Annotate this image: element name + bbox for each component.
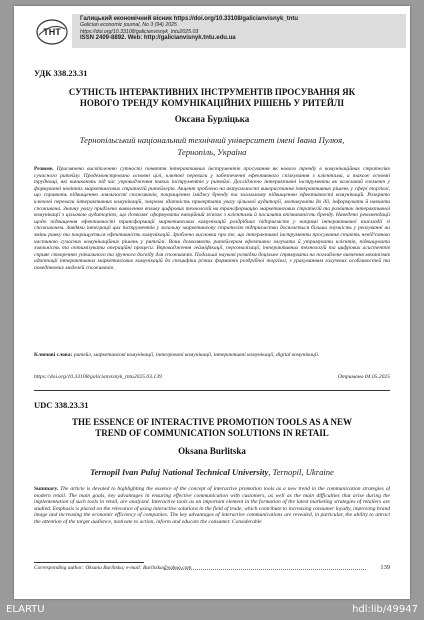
doi-link[interactable]: https://doi.org/10.33108/galicianvisnyk_tntu2025.03.139 xyxy=(34,374,162,380)
journal-info-box xyxy=(72,14,406,48)
watermark-left: ELARTU xyxy=(6,604,45,615)
footer-dots xyxy=(164,569,366,570)
journal-logo-icon xyxy=(36,18,68,46)
meta-ua xyxy=(34,374,390,380)
keywords-ua: Ключові слова: ритейл, маркетингові комунікації, інтегровані комунікації, інтерактивні комунікації, digital комунікації. xyxy=(34,352,320,358)
abstract-ua: Резюме. Присвячено висвітленню сутності поняття інтерактивних інструментів просування як нового тренду в комунікаційних стратегіях сучасного ритейлу. Продемонстровано основні цілі, ключові переваги у забезпеченні ефективного спілкування з клієнтами, а також основні труднощі, які виникають під час упровадження таких інструментів у ритейлі. Досліджено інтерактивні інструменти як важливий елемент у формуванні новітніх маркетингових стратегій ритейлерів. Акцент зроблено на актуальності використання інтерактивних рішень у сфері торгівлі, що сприяють підвищенню лояльності споживачів, покращенню іміджу бренду та загальному підвищенню ефективності комунікацій. Розкрито ключові переваги інтерактивних комунікацій, зокрема здатність привертати увагу цільової аудиторії, мотивувати до дії, інформувати й навчати споживача. Значну увагу приділено виявленню впливу цифрових технологій на трансформацію маркетингових стратегій та розвиток інтерактивної комунікації з цільовою аудиторією, що дозволяє сформувати емоційний зв'язок з клієнтами й посилити впізнаваність бренду. Наведено рекомендації щодо підвищення ефективності трансформації маркетингових комунікацій роздрібних підприємств у напрямі інтерактивної взаємодії зі споживачем. Завдяки інтеграції цих інструментів у загальну маркетингову стратегію підприємства досягається більша гнучкість у реагуванні на зміни ринку та покращується ефективність комунікацій. Зроблено висновки про те, що інтерактивні інструменти просування стають невід'ємною частиною сучасних комунікаційних рішень у ритейлі. Вони дозволяють ритейлерам ефективно залучати й утримувати клієнтів, підвищувати лояльність та оптимізувати операційні процеси. Впровадження гейміфікації, персоналізації, інтерактивних технологій та цифрових асистентів сприяє створенню унікального та зручного досвіду для споживачів. Подальші наукові розвідки доцільно спрямувати на поглиблене вивчення механізмів адаптації інтерактивних маркетингових комунікацій до специфіки різних форматів роздрібної торгівлі, з урахуванням галузевих особливостей та поведінкових моделей споживачів. xyxy=(34,166,390,271)
title-ua: СУТНІСТЬ ІНТЕРАКТИВНИХ ІНСТРУМЕНТІВ ПРОСУВАННЯ ЯК НОВОГО ТРЕНДУ КОМУНІКАЦІЙНИХ РІШЕНЬ У РИТЕЙЛІ xyxy=(68,87,356,108)
title-en: THE ESSENCE OF INTERACTIVE PROMOTION TOOLS AS A NEW TREND OF COMMUNICATION SOLUTIONS IN RETAIL xyxy=(72,417,352,438)
corresponding-author: Corresponding author: Oksana Burlitska; e-mail: Burlitska@yahoo.com xyxy=(34,565,192,571)
journal-header xyxy=(36,14,406,48)
udc-en: UDC 338.23.31 xyxy=(34,400,89,410)
abstract-en: Summary. The article is devoted to highlighting the essence of the concept of interactive promotion tools as a new trend in the communication strategies of modern retail. The main goals, key advantages in ensuring effective communication with customers, as well as the main difficulties that arise during the implementation of such tools in retail, are analyzed. Interactive tools as an important element in the formation of the latest marketing strategies of retailers are studied. Emphasis is placed on the relevance of using interactive solutions in the field of trade, which contribute to increasing consumer loyalty, improving brand image and increasing the economic efficiency of companies. The key advantages of interactive communications are revealed, in particular, the ability to attract the attention of the target audience, motivate to action, inform and educate the consumer. Considerable xyxy=(34,486,390,525)
issn-web: ISSN 2409-8892. Web: http://galicianvisnyk.tntu.edu.ua xyxy=(80,35,236,42)
affiliation-ua: Тернопільський національний технічний університет імені Івана Пулюя, Тернопіль, Україна xyxy=(79,135,345,157)
author-en: Oksana Burlitska xyxy=(178,446,246,456)
page-number: 139 xyxy=(380,564,390,571)
affiliation-en: Ternopil Ivan Puluj National Technical University, Ternopil, Ukraine xyxy=(90,467,334,477)
watermark-right: hdl:lib/49947 xyxy=(352,604,418,615)
section-divider xyxy=(34,390,390,391)
issue-doi: https://doi.org/10.33108/galicianvisnyk_tntu2025.03 xyxy=(80,28,199,35)
svg-text:ТНТ: ТНТ xyxy=(43,27,61,37)
udc-ua: УДК 338.23.31 xyxy=(34,68,88,78)
footnote-rule xyxy=(34,562,144,563)
journal-title-en: Galician economic journal, No 3 (94) 2025 xyxy=(80,22,177,29)
author-ua: Оксана Бурліцька xyxy=(174,114,250,124)
footer xyxy=(34,565,390,571)
received-date: Отримано 04.05.2025 xyxy=(337,374,390,380)
journal-title-ua: Галицький економічний вісник https://doi.org/10.33108/galicianvisnyk_tntu xyxy=(80,16,299,22)
article-page xyxy=(14,6,410,599)
